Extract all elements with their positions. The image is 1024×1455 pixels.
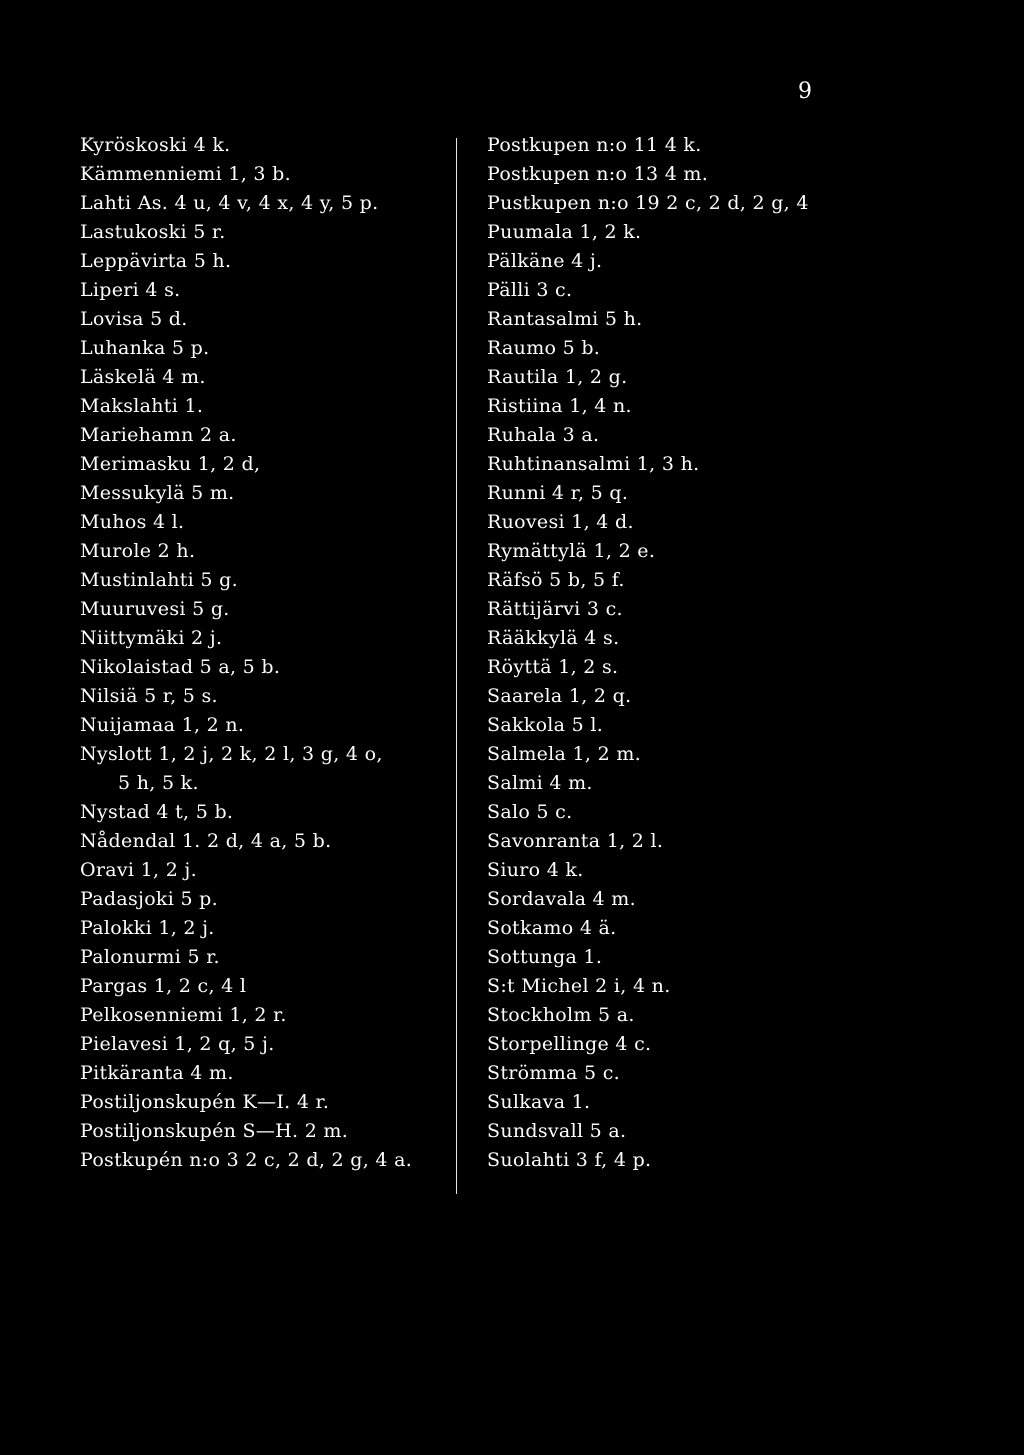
index-entry: Rättijärvi 3 c. [487,598,623,620]
column-divider [456,138,457,1194]
index-entry: Postiljonskupén K—I. 4 r. [80,1091,330,1113]
index-entry: Kyröskoski 4 k. [80,134,231,156]
index-entry: Ristiina 1, 4 n. [487,395,632,417]
index-entry: Rantasalmi 5 h. [487,308,643,330]
index-entry: Sundsvall 5 a. [487,1120,627,1142]
index-entry: Pälli 3 c. [487,279,573,301]
index-entry: Nyslott 1, 2 j, 2 k, 2 l, 3 g, 4 o, [80,743,383,765]
index-entry: Murole 2 h. [80,540,196,562]
index-entry: Raumo 5 b. [487,337,601,359]
index-entry: Postkupen n:o 13 4 m. [487,163,709,185]
index-entry: Nuijamaa 1, 2 n. [80,714,245,736]
index-entry: Messukylä 5 m. [80,482,235,504]
index-entry: Sotkamo 4 ä. [487,917,617,939]
index-entry: Nådendal 1. 2 d, 4 a, 5 b. [80,830,332,852]
index-entry: Leppävirta 5 h. [80,250,232,272]
index-entry: Röyttä 1, 2 s. [487,656,619,678]
index-entry: Runni 4 r, 5 q. [487,482,629,504]
index-entry: Postkupén n:o 3 2 c, 2 d, 2 g, 4 a. [80,1149,413,1171]
index-entry: Sakkola 5 l. [487,714,604,736]
index-entry: Saarela 1, 2 q. [487,685,632,707]
index-entry: Merimasku 1, 2 d, [80,453,261,475]
index-entry: Puumala 1, 2 k. [487,221,642,243]
index-entry: Oravi 1, 2 j. [80,859,197,881]
left-column [80,131,460,1175]
index-entry: Muhos 4 l. [80,511,185,533]
index-entry: Padasjoki 5 p. [80,888,218,910]
index-entry: Sulkava 1. [487,1091,591,1113]
index-entry: Salmela 1, 2 m. [487,743,641,765]
index-entry: Pälkäne 4 j. [487,250,603,272]
index-entry: Postkupen n:o 11 4 k. [487,134,702,156]
index-entry: Lahti As. 4 u, 4 v, 4 x, 4 y, 5 p. [80,192,379,214]
index-entry: Savonranta 1, 2 l. [487,830,664,852]
index-entry: Pargas 1, 2 c, 4 l [80,975,247,997]
index-entry: Makslahti 1. [80,395,204,417]
index-entry: Ruhtinansalmi 1, 3 h. [487,453,700,475]
index-entry: Pustkupen n:o 19 2 c, 2 d, 2 g, 4 [487,192,809,214]
index-entry: Luhanka 5 p. [80,337,210,359]
index-entry: Muuruvesi 5 g. [80,598,230,620]
index-entry: Strömma 5 c. [487,1062,620,1084]
page-number: 9 [798,79,812,104]
index-entry: Nilsiä 5 r, 5 s. [80,685,218,707]
index-entry: 5 h, 5 k. [118,772,199,794]
index-entry: Ruovesi 1, 4 d. [487,511,634,533]
index-entry: Pielavesi 1, 2 q, 5 j. [80,1033,275,1055]
index-entry: Rautila 1, 2 g. [487,366,628,388]
index-entry: Pitkäranta 4 m. [80,1062,234,1084]
index-entry: Siuro 4 k. [487,859,584,881]
index-entry: Salo 5 c. [487,801,573,823]
index-entry: Sottunga 1. [487,946,603,968]
index-entry: Nystad 4 t, 5 b. [80,801,234,823]
index-entry: S:t Michel 2 i, 4 n. [487,975,671,997]
index-entry: Palonurmi 5 r. [80,946,220,968]
index-entry: Liperi 4 s. [80,279,181,301]
index-entry: Salmi 4 m. [487,772,593,794]
index-entry: Rymättylä 1, 2 e. [487,540,656,562]
index-entry: Ruhala 3 a. [487,424,600,446]
index-entry: Mustinlahti 5 g. [80,569,238,591]
index-entry: Stockholm 5 a. [487,1004,635,1026]
index-entry: Suolahti 3 f, 4 p. [487,1149,652,1171]
index-entry: Pelkosenniemi 1, 2 r. [80,1004,287,1026]
index-entry: Sordavala 4 m. [487,888,636,910]
index-entry: Niittymäki 2 j. [80,627,223,649]
index-entry: Mariehamn 2 a. [80,424,237,446]
index-entry: Nikolaistad 5 a, 5 b. [80,656,281,678]
index-entry: Lastukoski 5 r. [80,221,226,243]
index-entry: Kämmenniemi 1, 3 b. [80,163,291,185]
index-entry: Räfsö 5 b, 5 f. [487,569,625,591]
index-entry: Postiljonskupén S—H. 2 m. [80,1120,349,1142]
index-entry: Lovisa 5 d. [80,308,188,330]
index-entry: Läskelä 4 m. [80,366,206,388]
index-entry: Storpellinge 4 c. [487,1033,652,1055]
right-column [487,131,867,1175]
index-entry: Rääkkylä 4 s. [487,627,620,649]
index-entry: Palokki 1, 2 j. [80,917,215,939]
